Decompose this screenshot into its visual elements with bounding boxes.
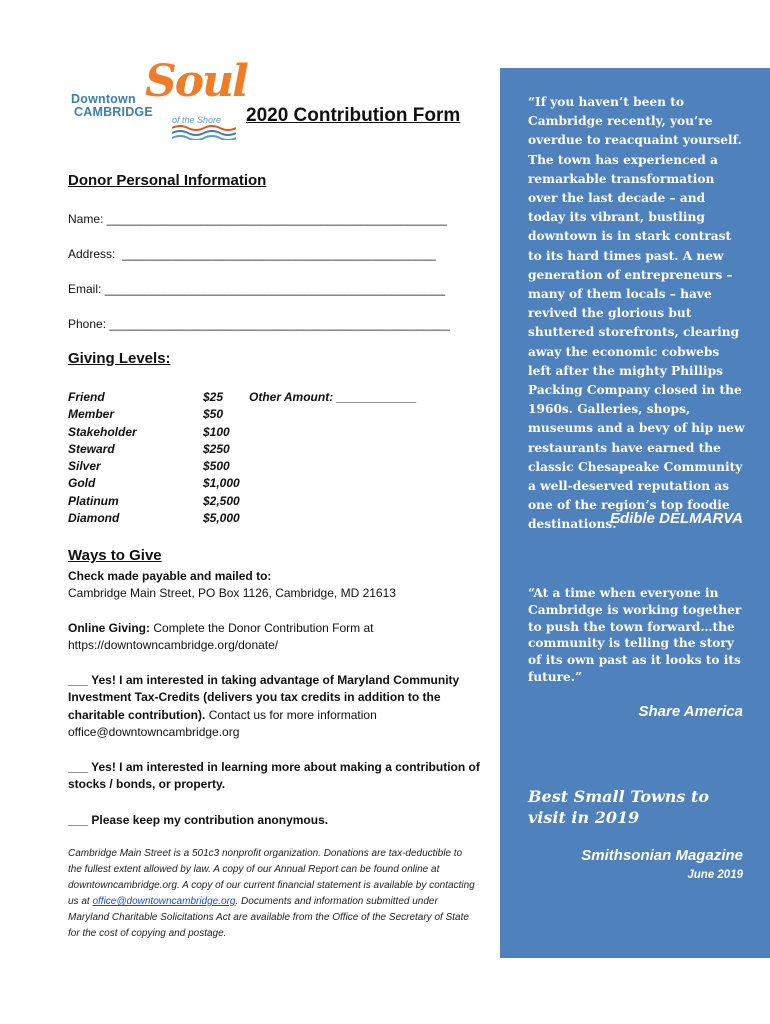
- level-amount: $500: [203, 459, 230, 474]
- level-name: Steward: [68, 441, 115, 456]
- address-field[interactable]: [68, 247, 436, 261]
- disclaimer-text-before: Cambridge Main Street is a 501c3 nonprofit organization. Donations are tax-deductible to the fullest extent allowed by law. A copy of our Annual Report can be found online at downtowncambridge.org. A copy of our current financial statement is available by contacting us at: [68, 848, 475, 907]
- email-line[interactable]: ___________________________________________________: [104, 282, 446, 296]
- online-giving-text: Complete the Donor Contribution Form at: [153, 621, 374, 635]
- level-amount: $50: [203, 407, 224, 422]
- level-name: Gold: [68, 476, 96, 491]
- check-section: [68, 568, 488, 603]
- level-amount: $1,000: [203, 476, 240, 491]
- anonymous-option[interactable]: ___ Please keep my contribution anonymous.: [68, 813, 329, 827]
- logo-cambridge-text: CAMBRIDGE: [74, 105, 153, 119]
- nonprofit-disclaimer: [68, 846, 478, 942]
- tax-credit-contact: Contact us for more information: [208, 707, 377, 722]
- donor-info-heading: Donor Personal Information: [68, 172, 267, 189]
- name-line[interactable]: ___________________________________________________: [106, 212, 448, 226]
- testimonial-sidebar: [500, 68, 770, 958]
- ways-to-give-heading: Ways to Give: [68, 547, 162, 564]
- logo-shore-text: of the Shore: [172, 115, 222, 125]
- phone-line[interactable]: ___________________________________________________: [109, 317, 450, 331]
- tax-credit-email[interactable]: office@downtowncambridge.org: [68, 724, 240, 739]
- email-label: Email:: [68, 282, 102, 296]
- level-name: Silver: [68, 459, 101, 474]
- name-field[interactable]: [68, 212, 447, 226]
- level-amounts: [203, 389, 240, 527]
- level-amount: $2,500: [203, 493, 240, 508]
- level-name: Member: [68, 407, 115, 422]
- smithsonian-attribution: Smithsonian Magazine: [581, 847, 743, 864]
- level-names: [68, 389, 137, 527]
- online-giving-label: Online Giving:: [68, 621, 151, 635]
- best-small-towns-award: Best Small Towns to visit in 2019: [528, 787, 710, 827]
- phone-field[interactable]: [68, 317, 450, 331]
- level-name: Platinum: [68, 493, 119, 508]
- logo-soul-text: Soul: [145, 56, 247, 107]
- logo-downtown-text: Downtown: [71, 92, 136, 106]
- logo-waves-icon: [172, 124, 236, 140]
- name-label: Name:: [68, 212, 104, 226]
- edible-delmarva-attribution: Edible DELMARVA: [609, 510, 743, 527]
- edible-delmarva-quote: “If you haven’t been to Cambridge recently, you’re overdue to reacquaint yourself. The town has experienced a remarkable transformation over the last decade – and today its vibrant, bustling downtown is in stark contrast to its hard times past. A new generation of entrepreneurs – many of them locals – have revived the glorious but shuttered storefronts, clearing away the economic cobwebs left after the mighty Phillips Packing Company closed in the 1960s. Galleries, shops, museums and a bevy of hip new restaurants have earned the classic Chesapeake Community a well-deserved reputation as one of the region’s top foodie destinations.”: [528, 95, 745, 532]
- level-amount: $25: [203, 390, 224, 404]
- check-address: Cambridge Main Street, PO Box 1126, Cambridge, MD 21613: [68, 586, 396, 601]
- other-amount-line[interactable]: ____________: [336, 390, 417, 404]
- email-field[interactable]: [68, 282, 445, 296]
- giving-levels-heading: Giving Levels:: [68, 350, 171, 367]
- level-amount: $250: [203, 441, 230, 456]
- other-amount-label: Other Amount:: [249, 390, 334, 404]
- level-name: Diamond: [68, 511, 120, 526]
- level-amount: $5,000: [203, 511, 240, 526]
- address-line[interactable]: _______________________________________________: [122, 247, 436, 261]
- level-name: Friend: [68, 390, 105, 404]
- tax-credit-option[interactable]: [68, 672, 488, 741]
- check-title: Check made payable and mailed to:: [68, 569, 272, 583]
- phone-label: Phone:: [68, 317, 107, 331]
- donate-url-link[interactable]: https://downtowncambridge.org/donate/: [68, 638, 279, 653]
- disclaimer-text-after: . Documents and information submitted under Maryland Charitable Solicitations Act are available from the Office of the Secretary of State for the cost of copying and postage.: [68, 896, 469, 939]
- online-giving-section: [68, 620, 488, 655]
- share-america-quote: “At a time when everyone in Cambridge is working together to push the town forward…the community is telling the story of its own past as it looks to its future.”: [528, 586, 742, 684]
- address-label: Address:: [68, 247, 116, 261]
- smithsonian-date: June 2019: [687, 869, 743, 881]
- tax-credit-text: ___ Yes! I am interested in taking advantage of Maryland Community Investment Tax-Credits (delivers you tax credits in addition to the charitable contribution).: [68, 673, 460, 722]
- form-title: 2020 Contribution Form: [246, 105, 461, 126]
- disclaimer-email-link[interactable]: office@downtowncambridge.org: [92, 896, 236, 907]
- share-america-attribution: Share America: [638, 703, 743, 720]
- other-amount-field[interactable]: [249, 389, 417, 406]
- level-name: Stakeholder: [68, 424, 137, 439]
- level-amount: $100: [203, 424, 230, 439]
- stocks-option[interactable]: ___ Yes! I am interested in learning more about making a contribution of stocks / bonds, or property.: [68, 760, 480, 792]
